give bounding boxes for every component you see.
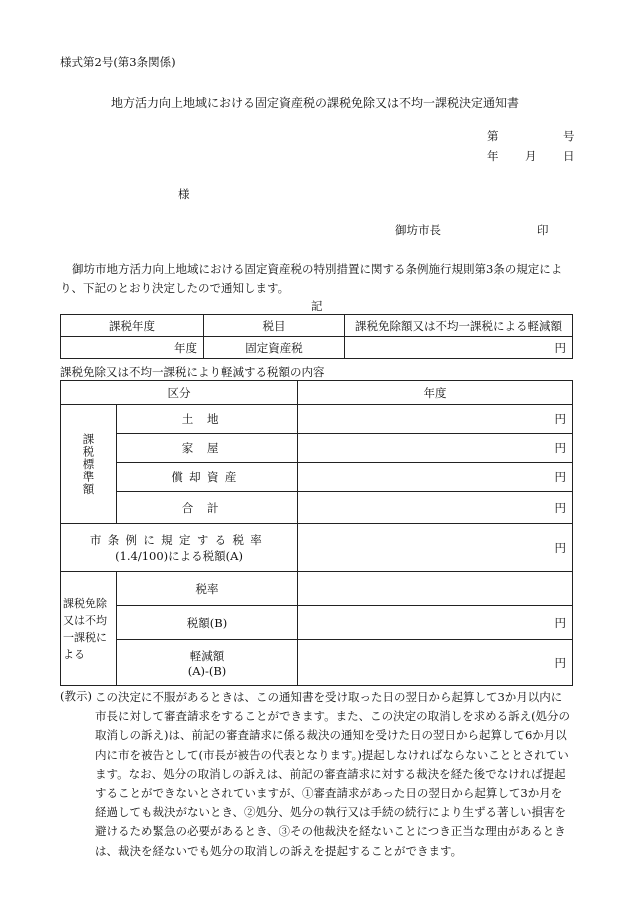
item-value-depreciable: 円 (298, 463, 573, 492)
item-label-depreciable: 償却資産 (117, 463, 298, 492)
cell-tax-year: 年度 (61, 337, 204, 359)
item-label-land: 土地 (117, 405, 298, 434)
exempt-tax-b-value: 円 (298, 606, 573, 640)
reduction-line2: (A)-(B) (187, 663, 227, 678)
date-day: 日 (563, 149, 575, 163)
item-label-total: 合計 (117, 492, 298, 524)
form-number: 様式第2号(第3条関係) (60, 55, 176, 69)
table-row (61, 405, 573, 434)
table-row (61, 524, 573, 572)
header-year: 年度 (298, 381, 573, 405)
header-tax-year: 課税年度 (61, 315, 204, 337)
summary-data-row (61, 337, 573, 359)
table-row (61, 572, 573, 606)
rate-tax-label (61, 524, 298, 572)
table-row (61, 492, 573, 524)
item-label-house: 家屋 (117, 434, 298, 463)
item-value-land: 円 (298, 405, 573, 434)
date-month: 月 (525, 149, 537, 163)
table-row (61, 434, 573, 463)
item-value-house: 円 (298, 434, 573, 463)
table-row (61, 606, 573, 640)
exempt-group-label: 課税免除又は不均一課税による (61, 572, 117, 686)
seal-mark: 印 (537, 223, 549, 237)
summary-header-row (61, 315, 573, 337)
notes-label: (教示) (60, 689, 92, 703)
doc-number-prefix: 第 (487, 129, 499, 143)
issuer-name: 御坊市長 (395, 223, 441, 237)
rate-tax-line2: (1.4/100)による税額(A) (115, 548, 243, 563)
summary-table (60, 314, 573, 359)
table-row (61, 463, 573, 492)
ki-heading: 記 (311, 299, 323, 313)
detail-table (60, 380, 573, 686)
cell-reduction-amount: 円 (345, 337, 573, 359)
cell-tax-item: 固定資産税 (204, 337, 345, 359)
item-value-total: 円 (298, 492, 573, 524)
document-title: 地方活力向上地域における固定資産税の課税免除又は不均一課税決定通知書 (110, 96, 519, 110)
table-row (61, 640, 573, 686)
exempt-rate-value (298, 572, 573, 606)
rate-tax-value: 円 (298, 524, 573, 572)
detail-caption: 課税免除又は不均一課税により軽減する税額の内容 (60, 365, 325, 379)
doc-number-suffix: 号 (563, 129, 575, 143)
header-tax-item: 税目 (204, 315, 345, 337)
addressee-suffix: 様 (178, 187, 190, 201)
header-category: 区分 (61, 381, 298, 405)
exempt-rate-label: 税率 (117, 572, 298, 606)
date-year: 年 (487, 149, 499, 163)
rate-tax-line1: 市条例に規定する税率 (89, 532, 269, 547)
tax-base-group-label: 課税標準額 (61, 405, 117, 524)
detail-header-row (61, 381, 573, 405)
reduction-line1: 軽減額 (189, 648, 225, 663)
reduction-label (117, 640, 298, 686)
header-reduction-amount: 課税免除額又は不均一課税による軽減額 (345, 315, 573, 337)
exempt-tax-b-label: 税額(B) (117, 606, 298, 640)
notes-text: この決定に不服があるときは、この通知書を受け取った日の翌日から起算して3か月以内に市長に対して審査請求をすることができます。また、この決定の取消しを求める訴え(処分の取消しの訴え)は、前記の審査請求に係る裁決の通知を受けた日の翌日から起算して6か月以内に市を被告として(市長が被告の代表となります。)提起しなければならないこととされています。なお、処分の取消しの訴えは、前記の審査請求に対する裁決を経た後でなければ提起することができないとされていますが、①審査請求があった日の翌日から起算して3か月を経過しても裁決がないとき、②処分、処分の執行又は手続の続行により生ずる著しい損害を避けるため緊急の必要があるとき、③その他裁決を経ないことにつき正当な理由があるときは、裁決を経ないでも処分の取消しの訴えを提起することができます。 (95, 690, 571, 858)
reduction-value: 円 (298, 640, 573, 686)
body-text: 御坊市地方活力向上地域における固定資産税の特別措置に関する条例施行規則第3条の規定により、下記のとおり決定したので通知します。 (60, 262, 563, 295)
